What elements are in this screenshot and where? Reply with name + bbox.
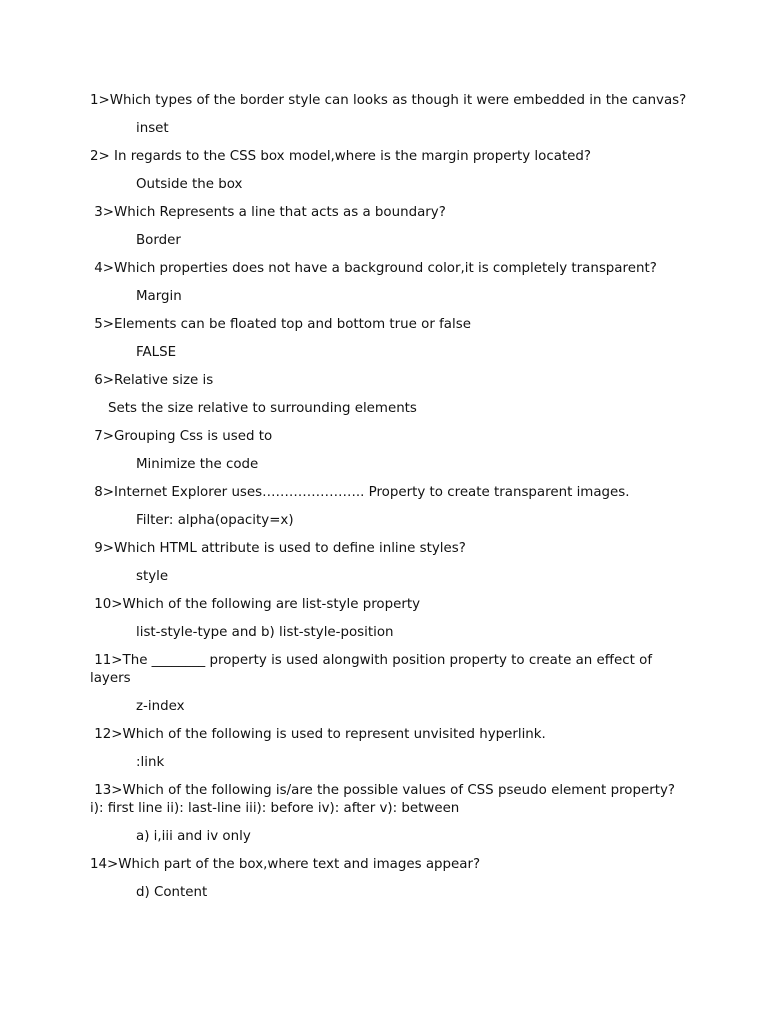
answer-7: Minimize the code xyxy=(136,457,259,472)
answer-8: Filter: alpha(opacity=x) xyxy=(136,513,294,528)
answer-5: FALSE xyxy=(136,345,177,360)
question-8: 8>Internet Explorer uses………………….. Property to create transparent images. xyxy=(90,485,630,500)
question-6: 6>Relative size is xyxy=(90,373,214,388)
answer-2: Outside the box xyxy=(136,177,243,192)
question-11: 11>The ________ property is used alongwith position property to create an effect of layers xyxy=(90,653,657,686)
question-9: 9>Which HTML attribute is used to define inline styles? xyxy=(90,541,466,556)
question-7: 7>Grouping Css is used to xyxy=(90,429,273,444)
answer-10: list-style-type and b) list-style-position xyxy=(136,625,394,640)
question-14: 14>Which part of the box,where text and images appear? xyxy=(90,857,481,872)
answer-9: style xyxy=(136,569,169,584)
answer-14: d) Content xyxy=(136,885,208,900)
answer-6: Sets the size relative to surrounding elements xyxy=(108,401,417,416)
question-13: 13>Which of the following is/are the possible values of CSS pseudo element property? i): first line ii): last-line iii): before iv): after v): between xyxy=(90,783,680,816)
question-4: 4>Which properties does not have a background color,it is completely transparent? xyxy=(90,261,657,276)
question-12: 12>Which of the following is used to represent unvisited hyperlink. xyxy=(90,727,546,742)
answer-3: Border xyxy=(136,233,181,248)
question-2: 2> In regards to the CSS box model,where is the margin property located? xyxy=(90,149,592,164)
document-page xyxy=(90,92,690,912)
answer-4: Margin xyxy=(136,289,182,304)
question-5: 5>Elements can be floated top and bottom true or false xyxy=(90,317,471,332)
question-3: 3>Which Represents a line that acts as a boundary? xyxy=(90,205,446,220)
answer-11: z-index xyxy=(136,699,185,714)
question-10: 10>Which of the following are list-style property xyxy=(90,597,421,612)
answer-12: :link xyxy=(136,755,165,770)
question-1: 1>Which types of the border style can looks as though it were embedded in the canvas? xyxy=(90,93,687,108)
answer-1: inset xyxy=(136,121,169,136)
answer-13: a) i,iii and iv only xyxy=(136,829,251,844)
